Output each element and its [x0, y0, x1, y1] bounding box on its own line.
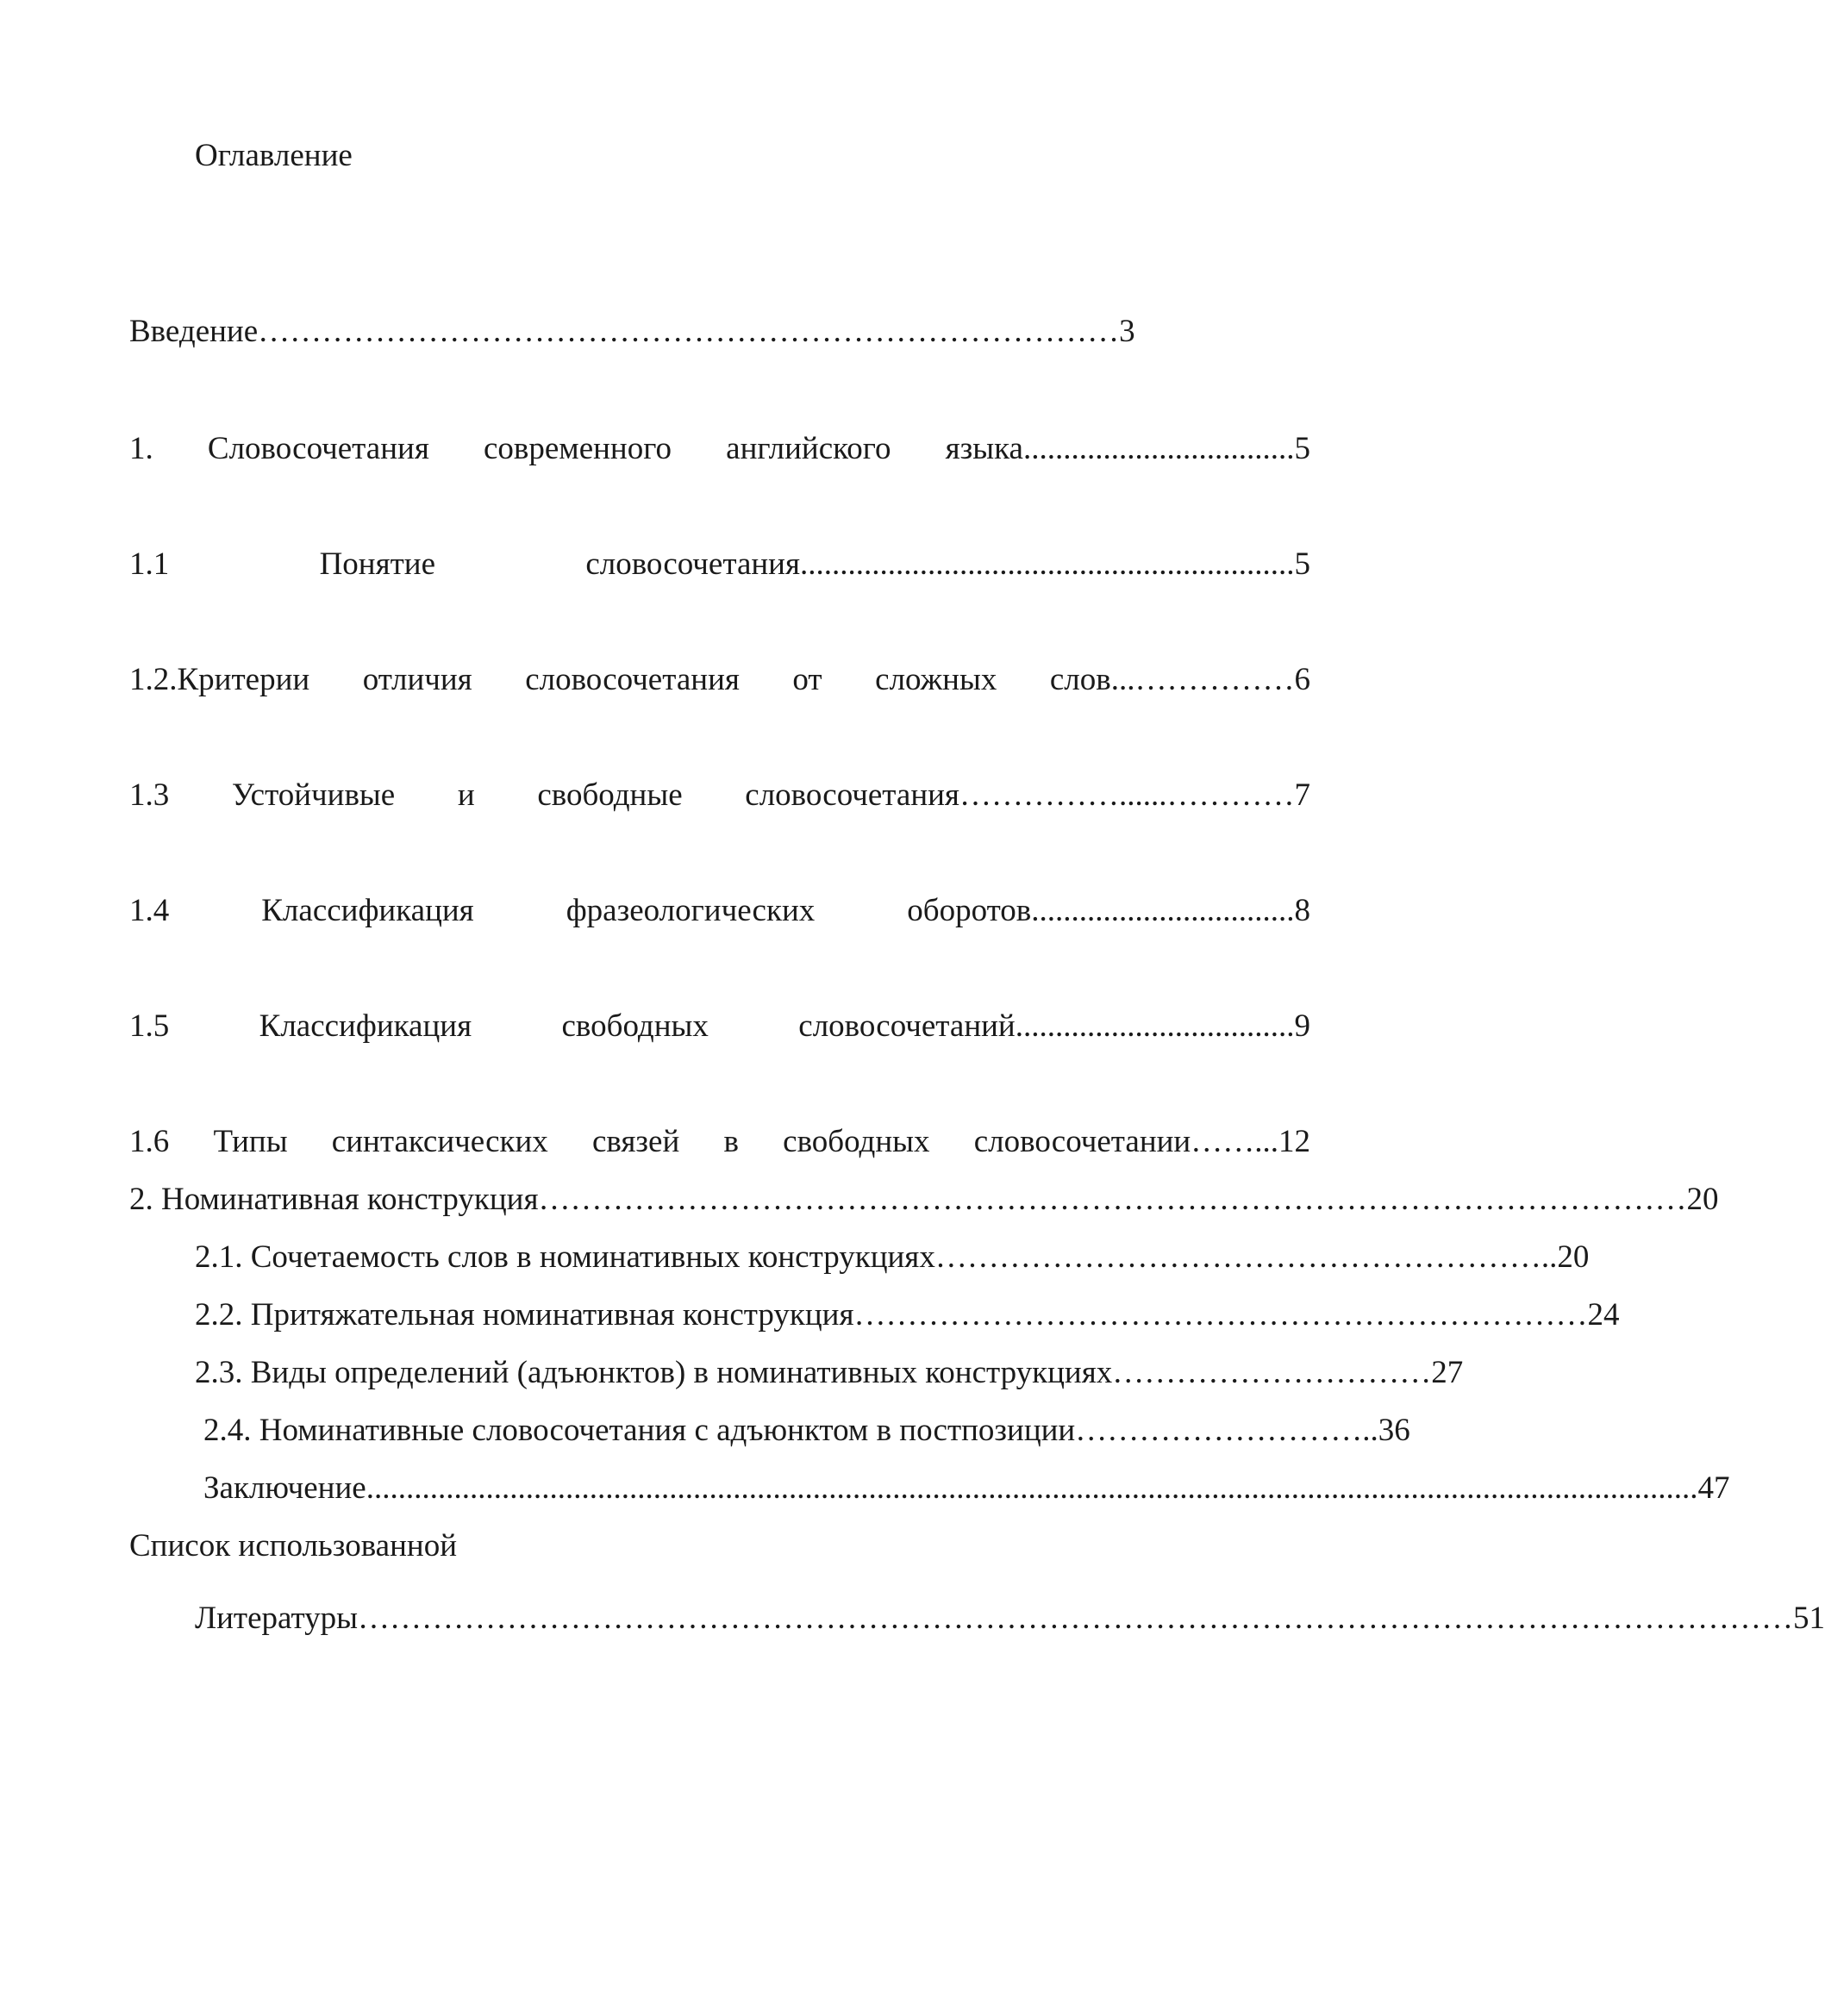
toc-leader-dots: ……………………………………………………………	[853, 1297, 1588, 1333]
toc-entry-title: 2.4. Номинативные словосочетания с адъюнктом в постпозиции	[203, 1413, 1076, 1448]
toc-word: современного	[483, 431, 672, 466]
toc-entry-introduction: Введение………………………………………………………………………3	[129, 314, 1135, 349]
toc-word: словосочетания	[525, 662, 740, 697]
toc-word: от	[792, 662, 822, 697]
toc-word: английского	[726, 431, 891, 466]
toc-word: сложных	[875, 662, 997, 697]
toc-leader-dots: ………………………..	[1075, 1413, 1378, 1448]
toc-entry-1-3	[129, 774, 1310, 817]
toc-word: Словосочетания	[207, 431, 429, 466]
toc-word: свободных	[561, 1008, 709, 1044]
toc-entry-2	[129, 1178, 1719, 1221]
toc-entry-title: 2.3. Виды определений (адъюнктов) в номинативных конструкциях	[195, 1355, 1113, 1390]
toc-leader-dots: ………………………………………………………………………………………………	[538, 1182, 1687, 1217]
toc-word: 1.1	[129, 546, 170, 582]
toc-leader-dots: …………………………	[1112, 1355, 1432, 1390]
toc-entry-2-2	[195, 1294, 1620, 1337]
toc-word: Понятие	[319, 546, 435, 582]
toc-word-with-page: слов...……………6	[1049, 662, 1310, 697]
toc-entry-1-5	[129, 1005, 1310, 1048]
toc-entry-title: Заключение	[203, 1470, 366, 1506]
toc-word: связей	[592, 1124, 680, 1159]
toc-leader-dots: ………………………………………………………………………………………………………………………	[358, 1601, 1793, 1636]
toc-page-number: 20	[1686, 1182, 1719, 1217]
toc-word: Типы	[213, 1124, 288, 1159]
toc-entry-bibliography-line1: Список использованной	[129, 1528, 458, 1563]
toc-word: в	[723, 1124, 739, 1159]
toc-entry-1-4	[129, 889, 1310, 933]
toc-entry-2-3	[195, 1351, 1464, 1395]
toc-word: Классификация	[259, 1008, 472, 1044]
toc-entry-1-2	[129, 658, 1310, 702]
toc-page-number: 20	[1557, 1239, 1590, 1275]
toc-entry-bibliography	[195, 1597, 1825, 1640]
toc-word: 1.	[129, 431, 153, 466]
toc-entry-1	[129, 428, 1310, 471]
toc-page-number: 27	[1431, 1355, 1464, 1390]
toc-entry-title: 2.1. Сочетаемость слов в номинативных конструкциях	[195, 1239, 935, 1275]
toc-page-number: 24	[1587, 1297, 1620, 1333]
toc-word: свободные	[537, 777, 683, 813]
toc-word: 1.4	[129, 893, 170, 928]
toc-entry-1-1	[129, 543, 1310, 586]
toc-word-with-page: словосочетаний...................................9	[798, 1008, 1310, 1044]
toc-word: свободных	[783, 1124, 930, 1159]
toc-word: 1.6	[129, 1124, 170, 1159]
toc-word: фразеологических	[566, 893, 816, 928]
toc-word-with-page: словосочетания..............................................................5	[585, 546, 1310, 582]
toc-word-with-page: оборотов.................................8	[907, 893, 1310, 928]
toc-word: и	[457, 777, 475, 813]
toc-entry-2-1	[195, 1236, 1590, 1279]
toc-word: 1.3	[129, 777, 170, 813]
toc-entry-title: Литературы	[195, 1601, 358, 1636]
toc-entry-conclusion	[203, 1467, 1730, 1510]
toc-word: синтаксических	[331, 1124, 548, 1159]
toc-word: 1.2.Критерии	[129, 662, 310, 697]
toc-word: Устойчивые	[231, 777, 396, 813]
toc-word: 1.5	[129, 1008, 170, 1044]
toc-word-with-page: словосочетания……………......…………7	[745, 777, 1310, 813]
toc-entry-1-6	[129, 1120, 1310, 1164]
toc-page-number: 36	[1378, 1413, 1410, 1448]
toc-leader-dots: …………………………………………………..	[934, 1239, 1558, 1275]
toc-entry-2-4	[203, 1409, 1410, 1452]
toc-entry-title: 2.2. Притяжательная номинативная конструкция	[195, 1297, 854, 1333]
toc-page-number: 51	[1793, 1601, 1825, 1636]
toc-word-with-page: языка..................................5	[945, 431, 1310, 466]
toc-word-with-page: словосочетании……...12	[973, 1124, 1310, 1159]
toc-page-number: 47	[1697, 1470, 1730, 1506]
toc-leader-dots: .......................................................................................................................................................................	[366, 1470, 1698, 1506]
toc-entry-title: 2. Номинативная конструкция	[129, 1182, 539, 1217]
toc-heading: Оглавление	[195, 138, 353, 173]
toc-word: отличия	[362, 662, 472, 697]
toc-word: Классификация	[261, 893, 474, 928]
